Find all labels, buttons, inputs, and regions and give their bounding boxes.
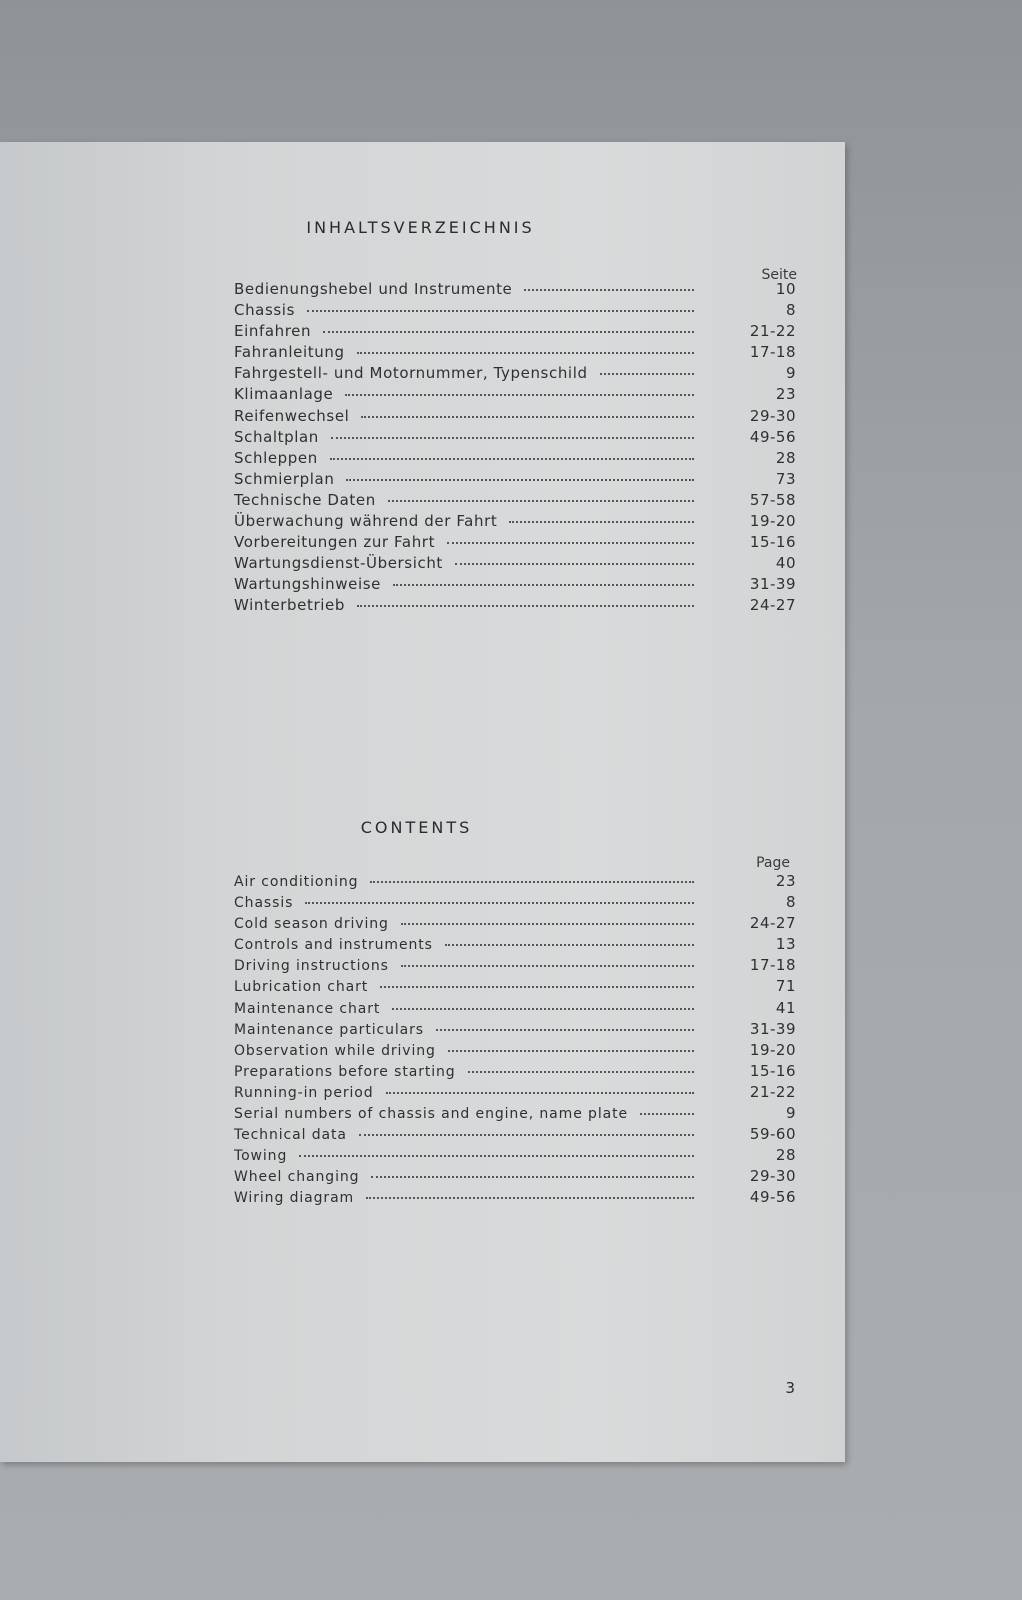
toc-entry <box>234 554 796 575</box>
dot-leader <box>509 521 694 523</box>
toc-entry <box>234 512 796 533</box>
toc-entry <box>234 1083 796 1104</box>
toc-entry <box>234 1020 796 1041</box>
dot-leader <box>401 923 694 925</box>
toc-entry-label: Fahranleitung <box>234 343 345 362</box>
toc-entry-label: Klimaanlage <box>234 385 334 404</box>
toc-entry-label: Technische Daten <box>234 490 376 509</box>
toc-entry <box>234 1146 796 1167</box>
english-page-heading: Page <box>756 855 790 871</box>
dot-leader <box>331 437 694 439</box>
toc-entry-page: 15-16 <box>749 533 796 552</box>
dot-leader <box>448 1050 694 1052</box>
german-page-heading: Seite <box>761 267 797 283</box>
dot-leader <box>357 605 694 607</box>
dot-leader <box>640 1113 694 1115</box>
toc-entry <box>234 322 796 343</box>
toc-entry-page: 59-60 <box>749 1125 796 1144</box>
toc-entry-label: Maintenance chart <box>234 1000 381 1017</box>
toc-entry-page: 8 <box>785 301 796 320</box>
toc-entry <box>234 449 796 470</box>
dot-leader <box>361 416 694 418</box>
dot-leader <box>357 352 694 354</box>
toc-entry <box>234 533 796 554</box>
toc-entry-page: 31-39 <box>749 1019 796 1038</box>
toc-entry-page: 49-56 <box>749 427 796 446</box>
toc-entry-label: Chassis <box>234 895 294 912</box>
toc-entry <box>234 914 796 935</box>
dot-leader <box>468 1071 694 1073</box>
toc-entry-label: Running-in period <box>234 1084 374 1101</box>
toc-entry <box>234 596 796 617</box>
toc-entry-page: 24-27 <box>749 914 796 933</box>
toc-entry <box>234 1188 796 1209</box>
toc-entry-page: 9 <box>785 364 796 383</box>
dot-leader <box>388 500 694 502</box>
dot-leader <box>366 1197 694 1199</box>
dot-leader <box>307 310 694 312</box>
toc-entry-label: Maintenance particulars <box>234 1021 424 1038</box>
toc-entry-label: Reifenwechsel <box>234 406 350 425</box>
toc-entry-label: Observation while driving <box>234 1042 436 1059</box>
toc-entry <box>234 1104 796 1125</box>
toc-entry <box>234 428 796 449</box>
toc-entry-page: 17-18 <box>749 343 796 362</box>
toc-entry-label: Technical data <box>234 1127 347 1144</box>
toc-entry <box>234 280 796 301</box>
toc-entry <box>234 1041 796 1062</box>
toc-entry <box>234 301 796 322</box>
english-contents-title: CONTENTS <box>360 818 473 837</box>
toc-entry-page: 23 <box>775 385 796 404</box>
toc-entry-label: Schaltplan <box>234 427 319 446</box>
dot-leader <box>371 1176 694 1178</box>
toc-entry-label: Vorbereitungen zur Fahrt <box>234 533 436 552</box>
dot-leader <box>323 331 694 333</box>
toc-entry-label: Air conditioning <box>234 874 359 890</box>
dot-leader <box>359 1134 694 1136</box>
toc-entry <box>234 1167 796 1188</box>
toc-entry-label: Wartungshinweise <box>234 575 381 594</box>
dot-leader <box>370 881 694 883</box>
toc-entry-label: Controls and instruments <box>234 937 433 954</box>
toc-entry-page: 8 <box>785 893 796 912</box>
toc-entry-page: 9 <box>785 1104 796 1123</box>
toc-entry-label: Preparations before starting <box>234 1063 456 1080</box>
english-contents-list <box>234 872 796 1210</box>
toc-entry <box>234 999 796 1020</box>
dot-leader <box>524 289 694 291</box>
dot-leader <box>330 458 694 460</box>
toc-entry-label: Schleppen <box>234 448 318 467</box>
toc-entry-label: Winterbetrieb <box>234 596 345 615</box>
dot-leader <box>345 394 694 396</box>
toc-entry-page: 31-39 <box>749 575 796 594</box>
toc-entry <box>234 872 796 893</box>
toc-entry-page: 41 <box>775 998 796 1017</box>
toc-entry-page: 21-22 <box>749 322 796 341</box>
toc-entry-label: Schmierplan <box>234 469 335 488</box>
dot-leader <box>386 1092 694 1094</box>
dot-leader <box>392 1008 694 1010</box>
toc-entry-label: Wheel changing <box>234 1169 360 1186</box>
toc-entry-page: 57-58 <box>749 490 796 509</box>
toc-entry <box>234 491 796 512</box>
toc-entry-label: Serial numbers of chassis and engine, name plate <box>234 1106 629 1123</box>
toc-entry-page: 40 <box>775 554 796 573</box>
manual-page <box>0 142 845 1462</box>
toc-entry <box>234 364 796 385</box>
page-number: 3 <box>785 1379 795 1397</box>
toc-entry <box>234 385 796 406</box>
toc-entry-label: Wiring diagram <box>234 1190 355 1207</box>
toc-entry-page: 17-18 <box>749 956 796 975</box>
toc-entry-label: Bedienungshebel und Instrumente <box>234 280 513 298</box>
toc-entry-page: 21-22 <box>749 1082 796 1101</box>
toc-entry-page: 29-30 <box>749 406 796 425</box>
dot-leader <box>436 1029 694 1031</box>
toc-entry-page: 10 <box>775 280 796 298</box>
toc-entry-page: 23 <box>775 872 796 890</box>
dot-leader <box>393 584 694 586</box>
toc-entry-label: Towing <box>234 1148 288 1165</box>
dot-leader <box>455 563 694 565</box>
toc-entry-page: 28 <box>775 448 796 467</box>
toc-entry <box>234 1062 796 1083</box>
toc-entry-page: 28 <box>775 1146 796 1165</box>
toc-entry <box>234 575 796 596</box>
toc-entry <box>234 977 796 998</box>
toc-entry <box>234 1125 796 1146</box>
dot-leader <box>299 1155 694 1157</box>
toc-entry-page: 71 <box>775 977 796 996</box>
toc-entry <box>234 407 796 428</box>
toc-entry-page: 73 <box>775 469 796 488</box>
toc-entry-page: 49-56 <box>749 1188 796 1207</box>
toc-entry <box>234 470 796 491</box>
toc-entry-page: 24-27 <box>749 596 796 615</box>
dot-leader <box>380 986 694 988</box>
german-index-title: INHALTSVERZEICHNIS <box>306 218 535 237</box>
toc-entry-page: 19-20 <box>749 1040 796 1059</box>
dot-leader <box>346 479 694 481</box>
dot-leader <box>447 542 694 544</box>
toc-entry <box>234 956 796 977</box>
toc-entry-label: Lubrication chart <box>234 979 369 996</box>
toc-entry-page: 29-30 <box>749 1167 796 1186</box>
toc-entry-page: 13 <box>775 935 796 954</box>
dot-leader <box>305 902 694 904</box>
toc-entry-page: 15-16 <box>749 1061 796 1080</box>
toc-entry-page: 19-20 <box>749 512 796 531</box>
toc-entry-label: Überwachung während der Fahrt <box>234 512 498 531</box>
german-index-list <box>234 280 796 618</box>
toc-entry-label: Chassis <box>234 301 295 320</box>
dot-leader <box>401 965 694 967</box>
dot-leader <box>600 373 694 375</box>
toc-entry <box>234 935 796 956</box>
dot-leader <box>445 944 694 946</box>
toc-entry-label: Einfahren <box>234 322 312 341</box>
toc-entry <box>234 893 796 914</box>
toc-entry-label: Cold season driving <box>234 916 389 933</box>
toc-entry <box>234 343 796 364</box>
toc-entry-label: Wartungsdienst-Übersicht <box>234 554 443 573</box>
toc-entry-label: Driving instructions <box>234 958 389 975</box>
toc-entry-label: Fahrgestell- und Motornummer, Typenschild <box>234 364 588 383</box>
